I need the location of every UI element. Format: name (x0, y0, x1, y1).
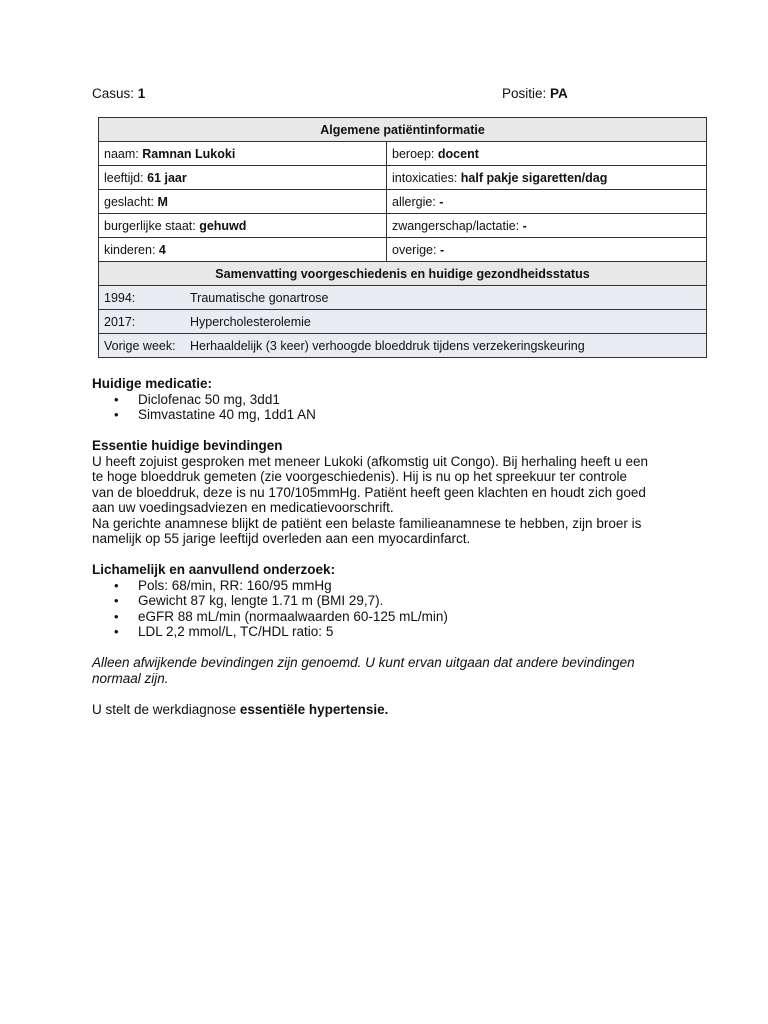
list-item: • eGFR 88 mL/min (normaalwaarden 60-125 mL/min) (92, 609, 692, 625)
findings-line: te hoge bloeddruk gemeten (zie voorgeschiedenis). Hij is nu op het spreekuur ter controle (92, 469, 628, 484)
positie-value: PA (550, 86, 568, 101)
cell-value: - (522, 218, 527, 233)
table-row (99, 142, 707, 166)
cell-kinderen (99, 238, 387, 262)
table-title: Algemene patiëntinformatie (99, 118, 707, 142)
cell-label: leeftijd: (104, 170, 144, 185)
cell-allergie (387, 190, 707, 214)
cell-value: M (157, 194, 168, 209)
case-content (92, 376, 692, 717)
cell-intoxicaties (387, 166, 707, 190)
cell-burgerlijke-staat (99, 214, 387, 238)
cell-value: 61 jaar (147, 170, 187, 185)
cell-label: zwangerschap/lactatie: (392, 218, 520, 233)
exam-list (92, 578, 692, 640)
cell-value: 4 (158, 242, 166, 257)
table-row (99, 238, 707, 262)
note-line: Alleen afwijkende bevindingen zijn genoemd. U kunt ervan uitgaan dat andere bevindingen (92, 655, 635, 670)
casus-line (92, 86, 145, 101)
history-text: Traumatische gonartrose (190, 290, 329, 305)
table-row (99, 214, 707, 238)
cell-value: gehuwd (199, 218, 247, 233)
cell-naam (99, 142, 387, 166)
findings-line: U heeft zojuist gesproken met meneer Lukoki (afkomstig uit Congo). Bij herhaling heeft u een (92, 453, 649, 469)
history-title: Samenvatting voorgeschiedenis en huidige gezondheidsstatus (99, 262, 707, 286)
table-row (99, 166, 707, 190)
cell-beroep (387, 142, 707, 166)
history-entry (99, 310, 707, 334)
cell-overige (387, 238, 707, 262)
casus-label: Casus: (92, 86, 135, 101)
medication-list (92, 392, 692, 423)
history-entry (99, 286, 707, 310)
cell-label: kinderen: (104, 242, 156, 257)
findings-line: van de bloeddruk, deze is nu 170/105mmHg. Patiënt heeft geen klachten en houdt zich goed (92, 484, 646, 500)
findings-title: Essentie huidige bevindingen (92, 438, 283, 453)
history-year: 1994: (104, 290, 136, 305)
findings-line: namelijk op 55 jarige leeftijd overleden aan een myocardinfarct. (92, 531, 471, 546)
table-row (99, 190, 707, 214)
cell-value: - (439, 194, 444, 209)
patient-info-table (98, 117, 707, 358)
list-item: • Simvastatine 40 mg, 1dd1 AN (92, 407, 692, 423)
diagnosis-value: essentiële hypertensie. (239, 701, 389, 717)
cell-label: overige: (392, 242, 437, 257)
list-item: • Diclofenac 50 mg, 3dd1 (92, 392, 692, 408)
casus-value: 1 (137, 86, 146, 101)
table-title-row (99, 118, 707, 142)
cell-label: naam: (104, 146, 139, 161)
cell-value: half pakje sigaretten/dag (460, 170, 608, 185)
list-item: • Gewicht 87 kg, lengte 1.71 m (BMI 29,7). (92, 593, 692, 609)
cell-geslacht (99, 190, 387, 214)
positie-label: Positie: (502, 86, 547, 101)
cell-value: - (439, 242, 445, 257)
exam-title: Lichamelijk en aanvullend onderzoek: (92, 562, 336, 577)
findings-line: Na gerichte anamnese blijkt de patiënt een belaste familieanamnese te hebben, zijn broer is (92, 515, 642, 531)
history-row (99, 286, 707, 310)
cell-value: docent (437, 146, 479, 161)
history-text: Hypercholesterolemie (190, 314, 311, 329)
findings-line: aan uw voedingsadviezen en medicatievoorschrift. (92, 500, 394, 515)
history-text: Herhaaldelijk (3 keer) verhoogde bloeddruk tijdens verzekeringskeuring (190, 338, 585, 353)
diagnosis-line (92, 702, 692, 718)
cell-zwangerschap (387, 214, 707, 238)
cell-label: burgerlijke staat: (104, 218, 196, 233)
history-year: Vorige week: (104, 338, 176, 353)
cell-label: allergie: (392, 194, 436, 209)
cell-value: Ramnan Lukoki (142, 146, 236, 161)
cell-label: intoxicaties: (392, 170, 458, 185)
history-row (99, 334, 707, 358)
diagnosis-prefix: U stelt de werkdiagnose (92, 701, 240, 717)
cell-leeftijd (99, 166, 387, 190)
history-year: 2017: (104, 314, 136, 329)
note-line: normaal zijn. (92, 670, 169, 686)
list-item: • LDL 2,2 mmol/L, TC/HDL ratio: 5 (92, 624, 692, 640)
history-entry (99, 334, 707, 358)
list-item: • Pols: 68/min, RR: 160/95 mmHg (92, 578, 692, 594)
cell-label: beroep: (392, 146, 435, 161)
history-title-row (99, 262, 707, 286)
positie-line (502, 86, 568, 101)
history-row (99, 310, 707, 334)
cell-label: geslacht: (104, 194, 155, 209)
medication-title: Huidige medicatie: (92, 376, 213, 391)
